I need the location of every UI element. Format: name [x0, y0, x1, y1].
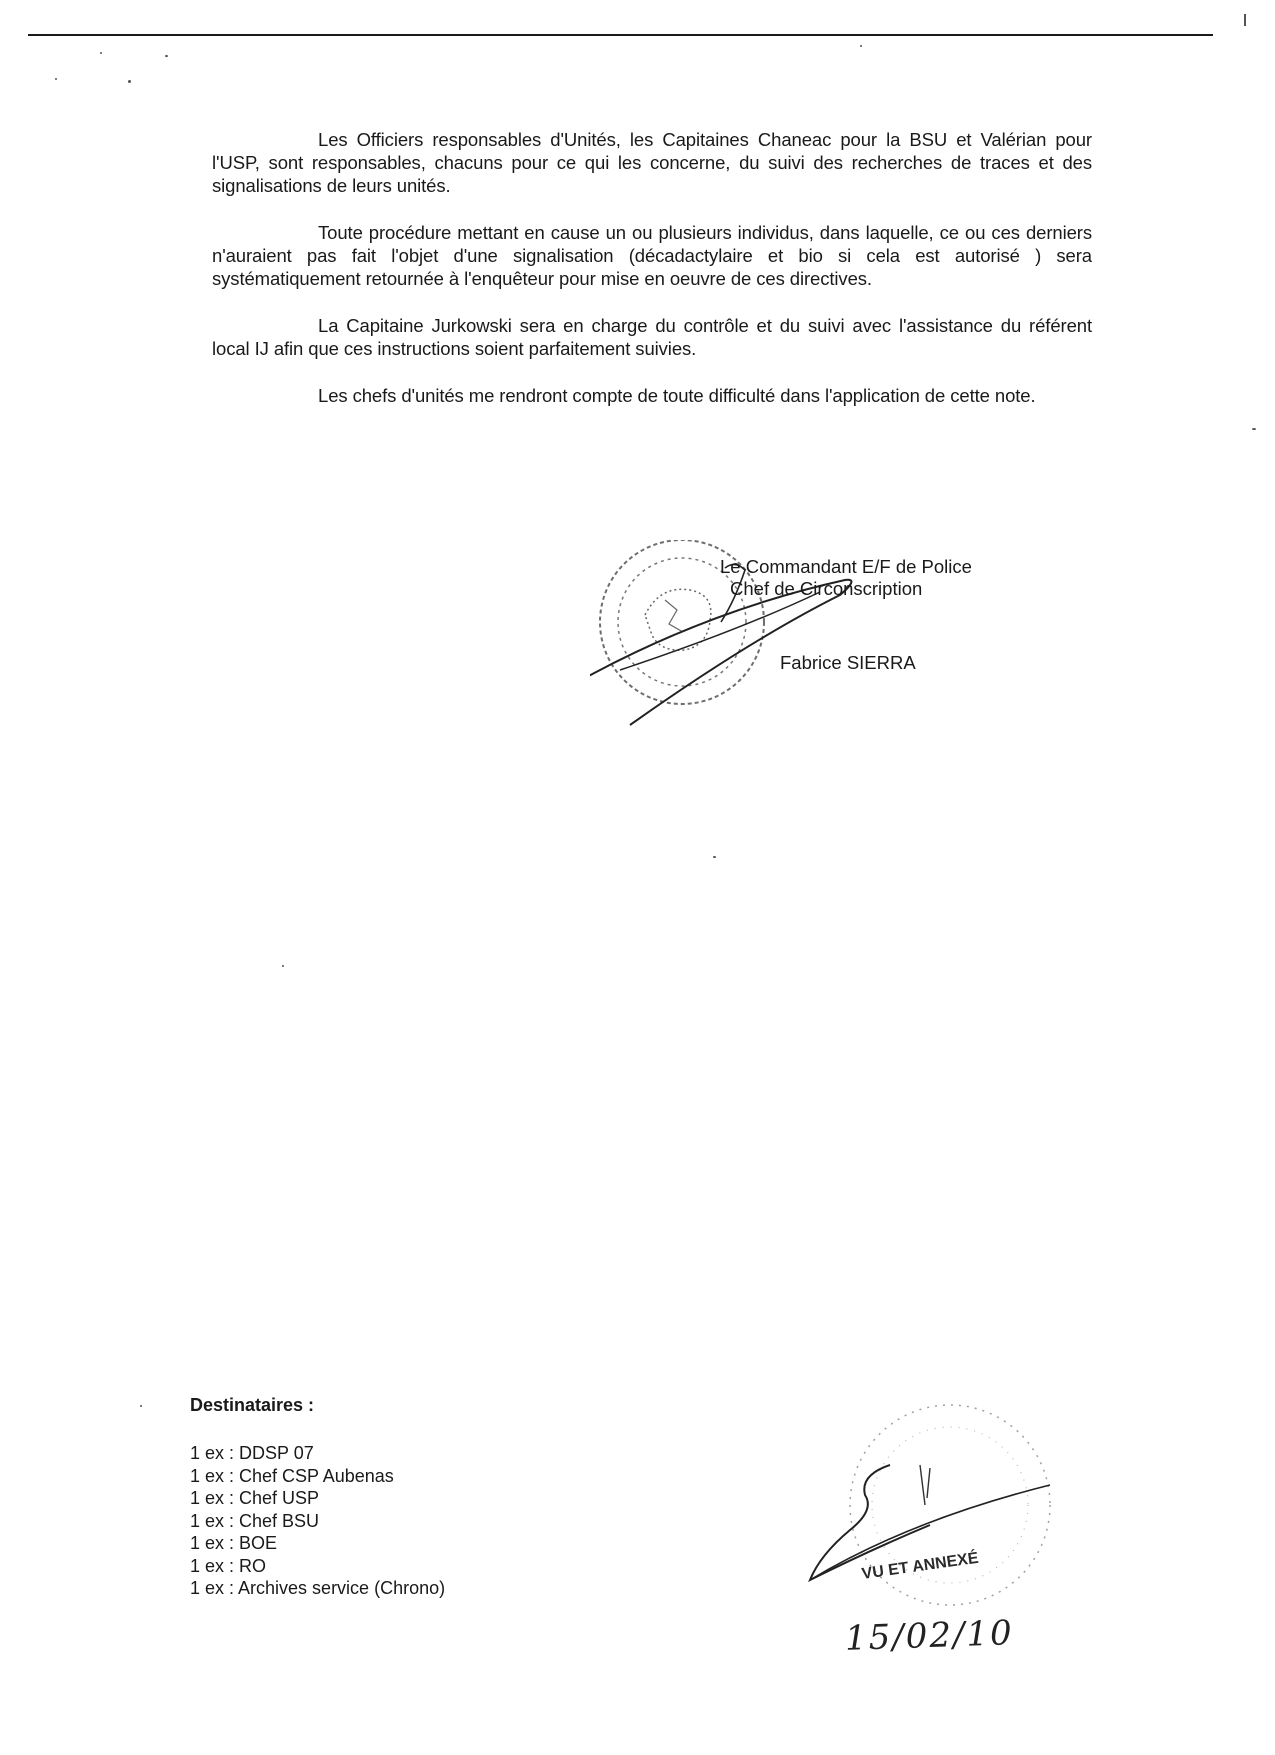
scan-speck: [165, 55, 168, 57]
paragraph-report: Les chefs d'unités me rendront compte de toute difficulté dans l'application de cette note.: [318, 385, 1036, 406]
scan-speck: [1244, 14, 1246, 26]
scan-speck: [128, 80, 131, 83]
vu-stamp-label: VU ET ANNEXÉ: [860, 1549, 980, 1583]
list-item: 1 ex : Chef BSU: [190, 1510, 320, 1531]
signature-block: [590, 540, 1050, 740]
scan-speck: [713, 856, 716, 858]
scan-speck: [282, 965, 284, 967]
vu-stamp-icon: [790, 1370, 1110, 1610]
signature-title-line2: Chef de Circonscription: [730, 578, 923, 599]
body-text: [212, 128, 1092, 431]
paragraph-procedure: Toute procédure mettant en cause un ou plusieurs individus, dans laquelle, ce ou ces derniers n'auraient pas fait l'objet d'une signalisation (décadactylaire et bio si cela est autorisé ) sera systématiquement retournée à l'enquêteur pour mise en oeuvre de ces directives.: [212, 222, 1092, 289]
recipients-list: [190, 1442, 590, 1600]
signature-name: Fabrice SIERRA: [780, 652, 916, 673]
recipients: [190, 1395, 590, 1600]
list-item: 1 ex : Chef USP: [190, 1488, 320, 1508]
scan-speck: [140, 1405, 142, 1407]
paragraph-officers: Les Officiers responsables d'Unités, les Capitaines Chaneac pour la BSU et Valérian pour l'USP, sont responsables, chacuns pour ce qui les concerne, du suivi des recherches de traces et des signalisations de leurs unités.: [212, 129, 1092, 196]
list-item: 1 ex : Chef CSP Aubenas: [190, 1465, 394, 1486]
recipients-heading: Destinataires :: [190, 1395, 315, 1415]
list-item: 1 ex : BOE: [190, 1533, 278, 1553]
scan-speck: [1252, 428, 1256, 430]
handwritten-date: 15/02/10: [844, 1613, 1015, 1659]
paragraph-control: La Capitaine Jurkowski sera en charge du contrôle et du suivi avec l'assistance du référent local IJ afin que ces instructions soient parfaitement suivies.: [212, 315, 1092, 359]
scan-speck: [100, 52, 102, 54]
top-rule: [28, 34, 1213, 36]
list-item: 1 ex : DDSP 07: [190, 1443, 314, 1463]
scan-speck: [860, 45, 862, 47]
list-item: 1 ex : RO: [190, 1555, 267, 1576]
list-item: 1 ex : Archives service (Chrono): [190, 1578, 446, 1598]
vu-stamp-block: [790, 1370, 1110, 1659]
signature-title-line1: Le Commandant E/F de Police: [720, 556, 972, 577]
scan-speck: [55, 78, 57, 80]
